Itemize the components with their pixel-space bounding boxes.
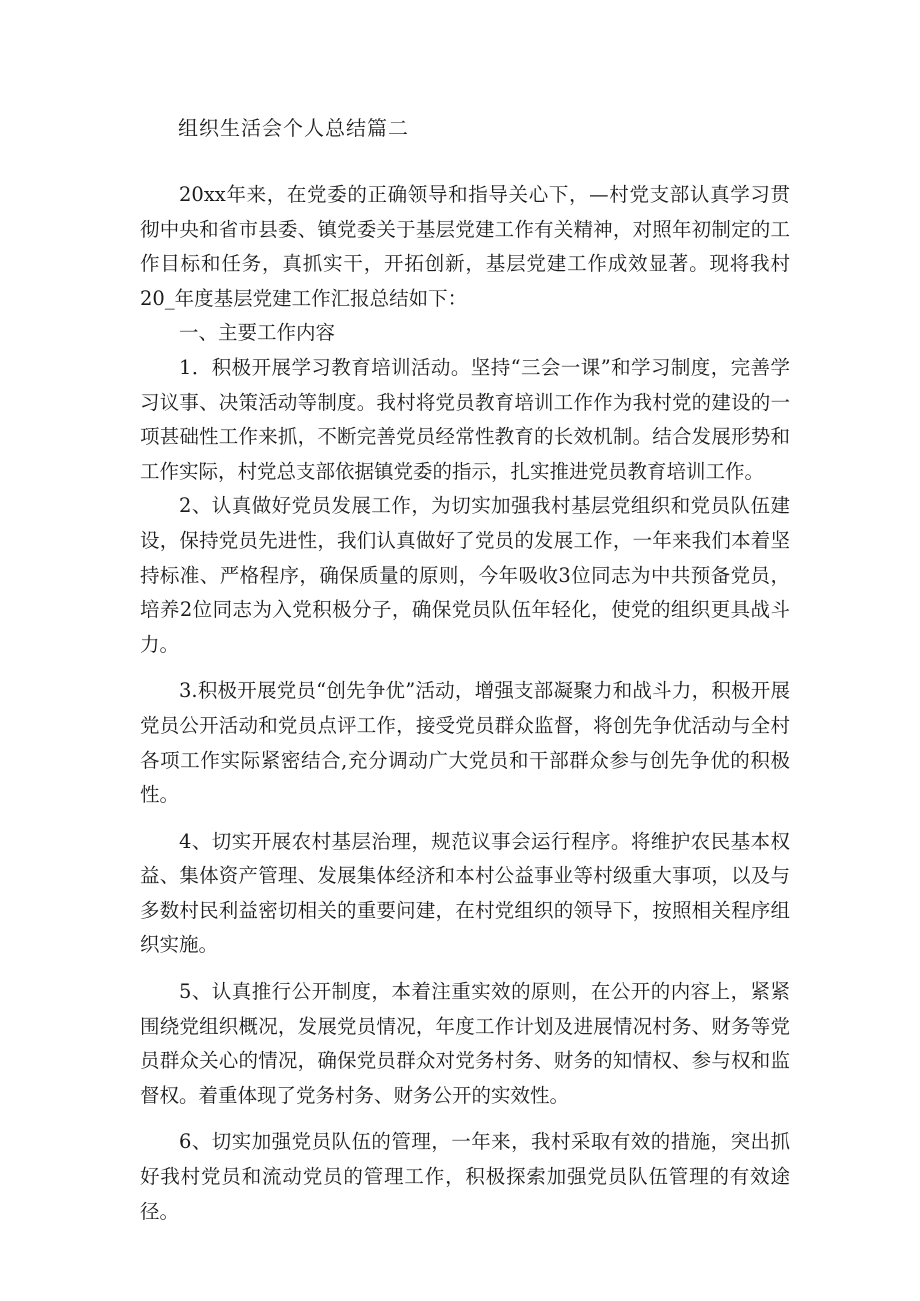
paragraph-item-5: 5、认真推行公开制度，本着注重实效的原则，在公开的内容上，紧紧围绕党组织概况，发展党员情况，年度工作计划及进展情况村务、财务等党员群众关心的情况，确保党员群众对党务村务、财务的知情权、参与权和监督权。着重体现了党务村务、财务公开的实效性。 [140, 980, 790, 1107]
paragraph-item-1: 1．积极开展学习教育培训活动。坚持“三会一课”和学习制度，完善学习议事、决策活动等制度。我村将党员教育培训工作作为我村党的建设的一项甚础性工作来抓，不断完善党员经常性教育的长效机制。结合发展形势和工作实际，村党总支部依据镇党委的指示，扎实推进党员教育培训工作。 [140, 355, 790, 483]
section-heading: 一、主要工作内容 [179, 321, 336, 345]
paragraph-item-4: 4、切实开展农村基层治理，规范议事会运行程序。将维护农民基本权益、集体资产管理、发展集体经济和本村公益事业等村级重大事项，以及与多数村民利益密切相关的重要问建，在村党组织的领导下，按照相关程序组织实施。 [140, 829, 790, 957]
document-title: 组织生活会个人总结篇二 [178, 116, 409, 140]
paragraph-intro: 20xx年来，在党委的正确领导和指导关心下，—村党支部认真学习贯彻中央和省市县委、镇党委关于基层党建工作有关精神，对照年初制定的工作目标和任务，真抓实干，开拓创新，基层党建工作成效显著。现将我村20_年度基层党建工作汇报总结如下： [140, 183, 790, 310]
paragraph-item-6: 6、切实加强党员队伍的管理，一年来，我村采取有效的措施，突出抓好我村党员和流动党员的管理工作，积极探索加强党员队伍管理的有效途径。 [140, 1130, 790, 1223]
paragraph-item-2: 2、认真做好党员发展工作，为切实加强我村基层党组织和党员队伍建设，保持党员先进性，我们认真做好了党员的发展工作，一年来我们本着坚持标准、严格程序，确保质量的原则，今年吸收3位同志为中共预备党员，培养2位同志为入党积极分子，确保党员队伍年轻化，使党的组织更具战斗力。 [140, 494, 790, 656]
document-body [140, 178, 790, 1229]
paragraph-item-3: 3.积极开展党员“创先争优”活动，增强支部凝聚力和战斗力，积极开展党员公开活动和党员点评工作，接受党员群众监督，将创先争优活动与全村各项工作实际紧密结合,充分调动广大党员和干部群众参与创先争优的积极性。 [140, 679, 790, 807]
